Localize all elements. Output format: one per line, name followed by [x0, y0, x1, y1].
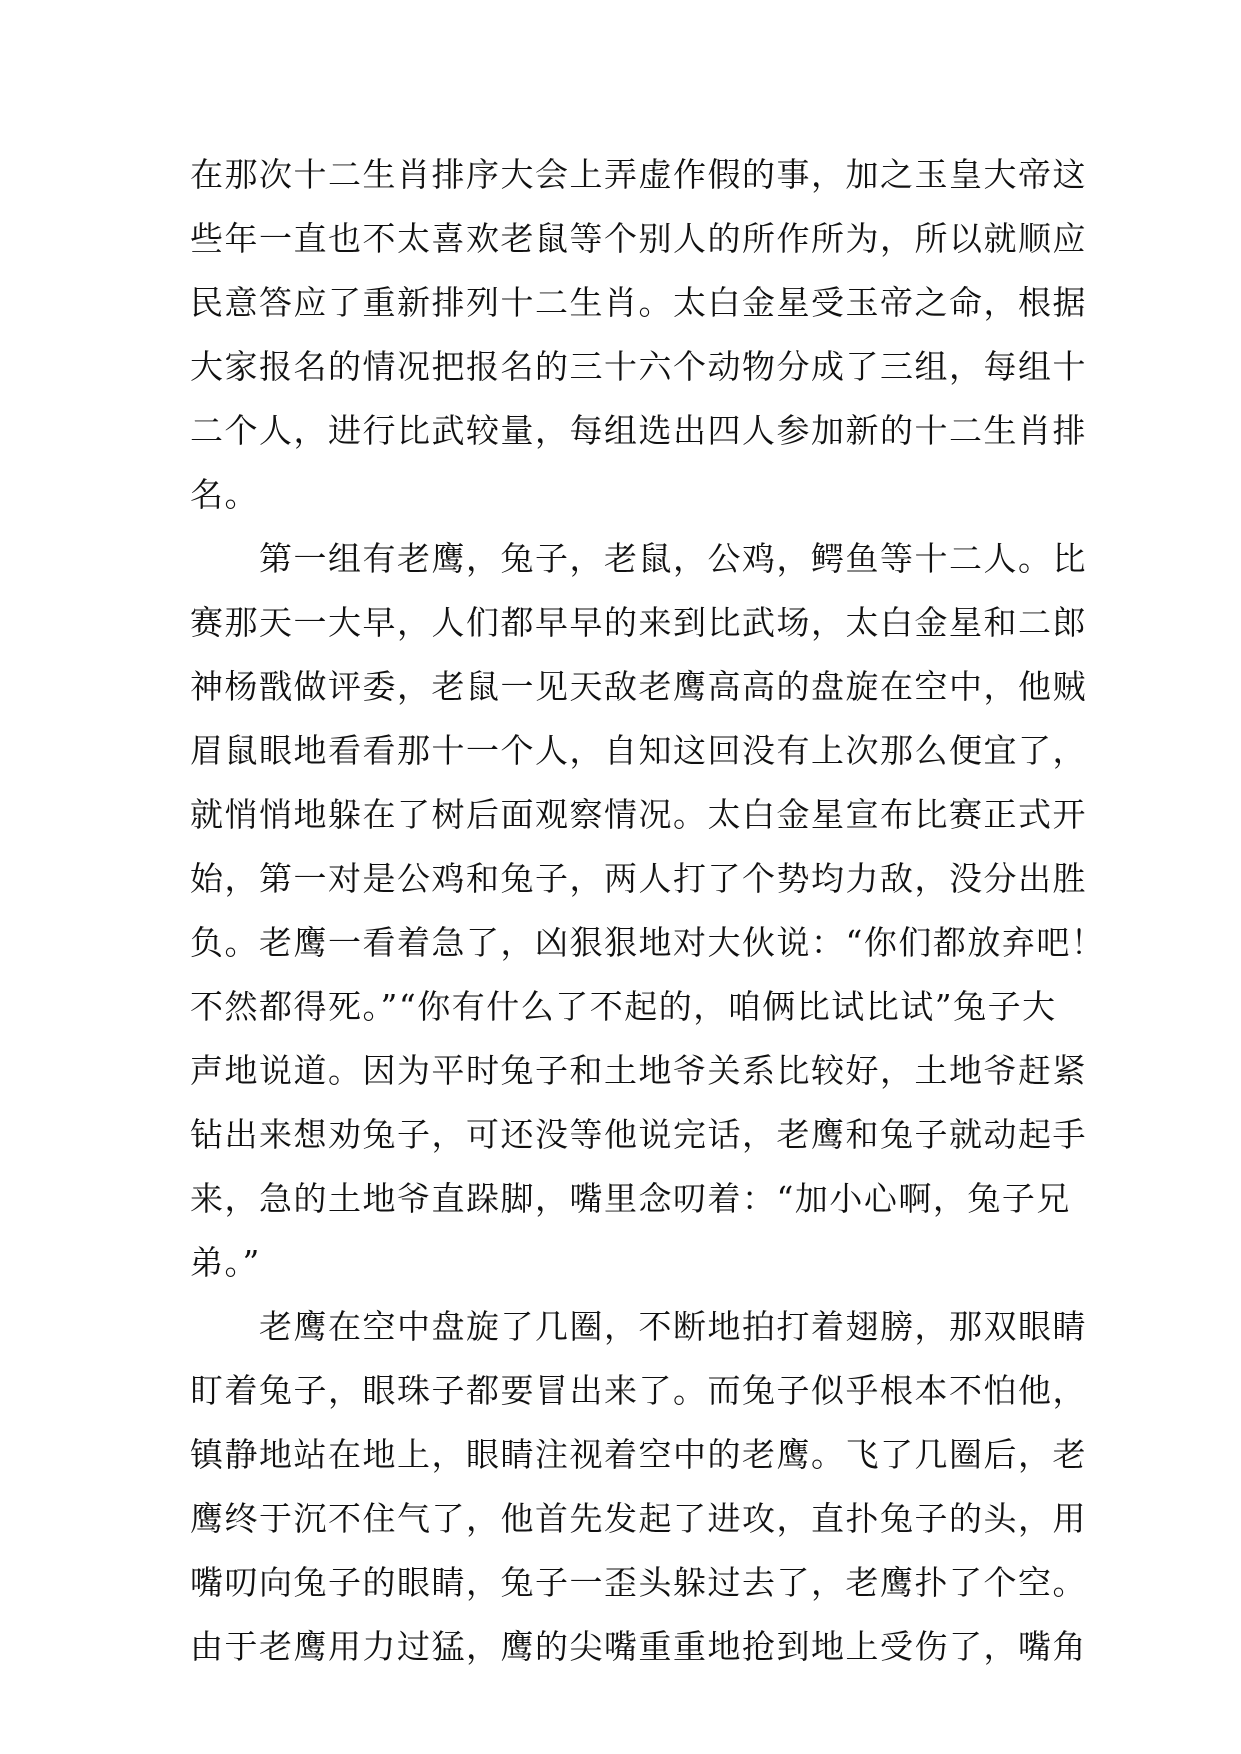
text-line: 眉鼠眼地看看那十一个人，自知这回没有上次那么便宜了，	[190, 731, 1087, 770]
paragraph-3	[190, 1295, 1087, 1679]
paragraph-2	[190, 527, 1106, 1295]
text-line: 弟。”	[190, 1243, 261, 1282]
text-line: 在那次十二生肖排序大会上弄虚作假的事，加之玉皇大帝这	[190, 155, 1087, 194]
text-line: 神杨戬做评委，老鼠一见天敌老鹰高高的盘旋在空中，他贼	[190, 667, 1087, 706]
text-line: 名。	[190, 475, 259, 514]
text-line: 声地说道。因为平时兔子和土地爷关系比较好，土地爷赶紧	[190, 1051, 1087, 1090]
text-line: 大家报名的情况把报名的三十六个动物分成了三组，每组十	[190, 347, 1087, 386]
paragraph-1	[190, 143, 1087, 527]
text-line: 盯着兔子，眼珠子都要冒出来了。而兔子似乎根本不怕他，	[190, 1371, 1087, 1410]
text-line: 赛那天一大早，人们都早早的来到比武场，太白金星和二郎	[190, 603, 1087, 642]
text-line: 二个人，进行比武较量，每组选出四人参加新的十二生肖排	[190, 411, 1087, 450]
text-line: 镇静地站在地上，眼睛注视着空中的老鹰。飞了几圈后，老	[190, 1435, 1087, 1474]
text-line: 些年一直也不太喜欢老鼠等个别人的所作所为，所以就顺应	[190, 219, 1087, 258]
document-body	[190, 143, 1106, 1679]
text-line: 不然都得死。”“你有什么了不起的，咱俩比试比试”兔子大	[190, 987, 1057, 1026]
text-line: 来，急的土地爷直跺脚，嘴里念叨着：“加小心啊，兔子兄	[190, 1179, 1071, 1218]
text-line: 始，第一对是公鸡和兔子，两人打了个势均力敌，没分出胜	[190, 859, 1087, 898]
text-line: 钻出来想劝兔子，可还没等他说完话，老鹰和兔子就动起手	[190, 1115, 1087, 1154]
text-line: 第一组有老鹰，兔子，老鼠，公鸡，鳄鱼等十二人。比	[190, 539, 1087, 578]
text-line: 负。老鹰一看着急了，凶狠狠地对大伙说：“你们都放弃吧！	[190, 923, 1106, 962]
text-line: 就悄悄地躲在了树后面观察情况。太白金星宣布比赛正式开	[190, 795, 1087, 834]
text-line: 鹰终于沉不住气了，他首先发起了进攻，直扑兔子的头，用	[190, 1499, 1087, 1538]
text-line: 由于老鹰用力过猛，鹰的尖嘴重重地抢到地上受伤了，嘴角	[190, 1627, 1087, 1666]
text-line: 民意答应了重新排列十二生肖。太白金星受玉帝之命，根据	[190, 283, 1087, 322]
text-line: 老鹰在空中盘旋了几圈，不断地拍打着翅膀，那双眼睛	[190, 1307, 1087, 1346]
text-line: 嘴叨向兔子的眼睛，兔子一歪头躲过去了，老鹰扑了个空。	[190, 1563, 1087, 1602]
